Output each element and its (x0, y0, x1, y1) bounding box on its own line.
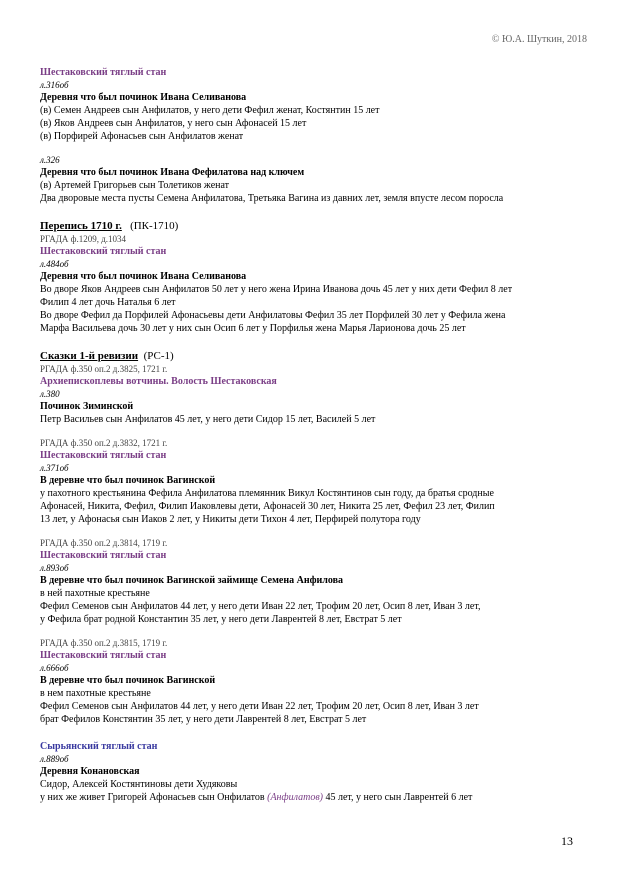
record-text: 45 лет, у него сын Лаврентей 6 лет (322, 792, 473, 803)
leaf-reference: л.889об (40, 754, 69, 764)
record-line: (в) Яков Андреев сын Анфилатов, у него сын Афонасей 15 лет (40, 118, 307, 129)
copyright-notice: © Ю.А. Шуткин, 2018 (491, 34, 587, 45)
record-line: Петр Васильев сын Анфилатов 45 лет, у него дети Сидор 15 лет, Василей 5 лет (40, 414, 376, 425)
leaf-reference: л.316об (40, 80, 69, 90)
stan-heading: Шестаковский тяглый стан (40, 246, 167, 257)
village-heading: Деревня что был починок Ивана Фефилатова над ключем (40, 167, 305, 178)
record-line: Фефил Семенов сын Анфилатов 44 лет, у него дети Иван 22 лет, Трофим 20 лет, Осип 8 лет, Иван 3 лет, (40, 601, 481, 612)
archive-source: РГАДА ф.350 оп.2 д.3832, 1721 г. (40, 438, 168, 448)
record-line: Марфа Васильева дочь 30 лет у них сын Осип 6 лет у Порфилья жена Марья Ларионова дочь 25 лет (40, 323, 466, 334)
leaf-reference: л.893об (40, 563, 69, 573)
entry-block (40, 437, 590, 526)
record-line: Фефил Семенов сын Анфилатов 44 лет, у него дети Иван 22 лет, Трофим 20 лет, Осип 8 лет, Иван 3 лет (40, 701, 479, 712)
entry-block (40, 537, 590, 626)
stan-heading: Сырьянский тяглый стан (40, 741, 158, 752)
surname-variant: (Анфилатов) (267, 792, 323, 803)
census-section (40, 219, 590, 335)
stan-heading: Шестаковский тяглый стан (40, 550, 167, 561)
record-line: в ней пахотные крестьяне (40, 588, 150, 599)
leaf-reference: л.371об (40, 463, 69, 473)
archive-source: РГАДА ф.350 оп.2 д.3815, 1719 г. (40, 638, 168, 648)
village-heading: Деревня что был починок Ивана Селиванова (40, 271, 247, 282)
archive-source: РГАДА ф.350 оп.2 д.3814, 1719 г. (40, 538, 168, 548)
record-line: (в) Порфирей Афонасьев сын Анфилатов женат (40, 131, 244, 142)
village-heading: В деревне что был починок Вагинской (40, 475, 216, 486)
census-code: (РС-1) (143, 350, 174, 362)
record-line: у пахотного крестьянина Фефила Анфилатова племянник Викул Костянтинов сын году, да братья сродные (40, 488, 494, 499)
entry-block (40, 66, 590, 143)
page-number: 13 (561, 834, 573, 848)
leaf-reference: л.380 (40, 389, 60, 399)
leaf-reference: л.484об (40, 259, 69, 269)
leaf-reference: л.666об (40, 663, 69, 673)
record-line: (в) Артемей Григорьев сын Толетиков женат (40, 180, 230, 191)
record-line (40, 791, 590, 804)
record-line: Афонасей, Никита, Фефил, Филип Иаковлевы дети, Афонасей 30 лет, Никита 25 лет, Фефил 23 лет, Филип (40, 501, 495, 512)
archive-source: РГАДА ф.1209, д.1034 (40, 234, 127, 244)
document-content (40, 66, 590, 804)
record-line: (в) Семен Андреев сын Анфилатов, у него дети Фефил женат, Костянтин 15 лет (40, 105, 380, 116)
record-line: Во дворе Яков Андреев сын Анфилатов 50 лет у него жена Ирина Иванова дочь 45 лет у них дети Фефил 8 лет (40, 284, 513, 295)
record-text: у них же живет Григорей Афонасьев сын Онфилатов (40, 792, 268, 803)
census-title: Перепись 1710 г. (40, 220, 122, 232)
record-line: в нем пахотные крестьяне (40, 688, 151, 699)
village-heading: Деревня Конановская (40, 766, 140, 777)
stan-heading: Архиепископлевы вотчины. Волость Шестаковская (40, 376, 277, 387)
record-line: 13 лет, у Афонасья сын Иаков 2 лет, у Никиты дети Тихон 4 лет, Перфирей полутора году (40, 514, 421, 525)
entry-block (40, 154, 590, 205)
stan-heading: Шестаковский тяглый стан (40, 67, 167, 78)
census-section (40, 349, 590, 426)
census-code: (ПК-1710) (130, 220, 179, 232)
village-heading: Починок Зиминской (40, 401, 134, 412)
census-title: Сказки 1-й ревизии (40, 350, 139, 362)
entry-block (40, 637, 590, 726)
village-heading: В деревне что был починок Вагинской (40, 675, 216, 686)
record-line: Филип 4 лет дочь Наталья 6 лет (40, 297, 176, 308)
village-heading: В деревне что был починок Вагинской займище Семена Анфилова (40, 575, 344, 586)
census-heading (40, 219, 590, 233)
stan-heading: Шестаковский тяглый стан (40, 450, 167, 461)
census-heading (40, 349, 590, 363)
record-line: Во дворе Фефил да Порфилей Афонасьевы дети Анфилатовы Фефил 35 лет Порфилей 30 лет у Фефила жена (40, 310, 506, 321)
record-line: брат Фефилов Констянтин 35 лет, у него дети Лаврентей 8 лет, Евстрат 5 лет (40, 714, 367, 725)
stan-heading: Шестаковский тяглый стан (40, 650, 167, 661)
leaf-reference: л.326 (40, 155, 60, 165)
record-line: у Фефила брат родной Константин 35 лет, у него дети Лаврентей 8 лет, Евстрат 5 лет (40, 614, 402, 625)
entry-block (40, 740, 590, 804)
archive-source: РГАДА ф.350 оп.2 д.3825, 1721 г. (40, 364, 168, 374)
record-line: Сидор, Алексей Костянтиновы дети Худяковы (40, 779, 238, 790)
village-heading: Деревня что был починок Ивана Селиванова (40, 92, 247, 103)
record-line: Два дворовые места пусты Семена Анфилатова, Третьяка Вагина из давних лет, земля впусте лесом поросла (40, 193, 504, 204)
